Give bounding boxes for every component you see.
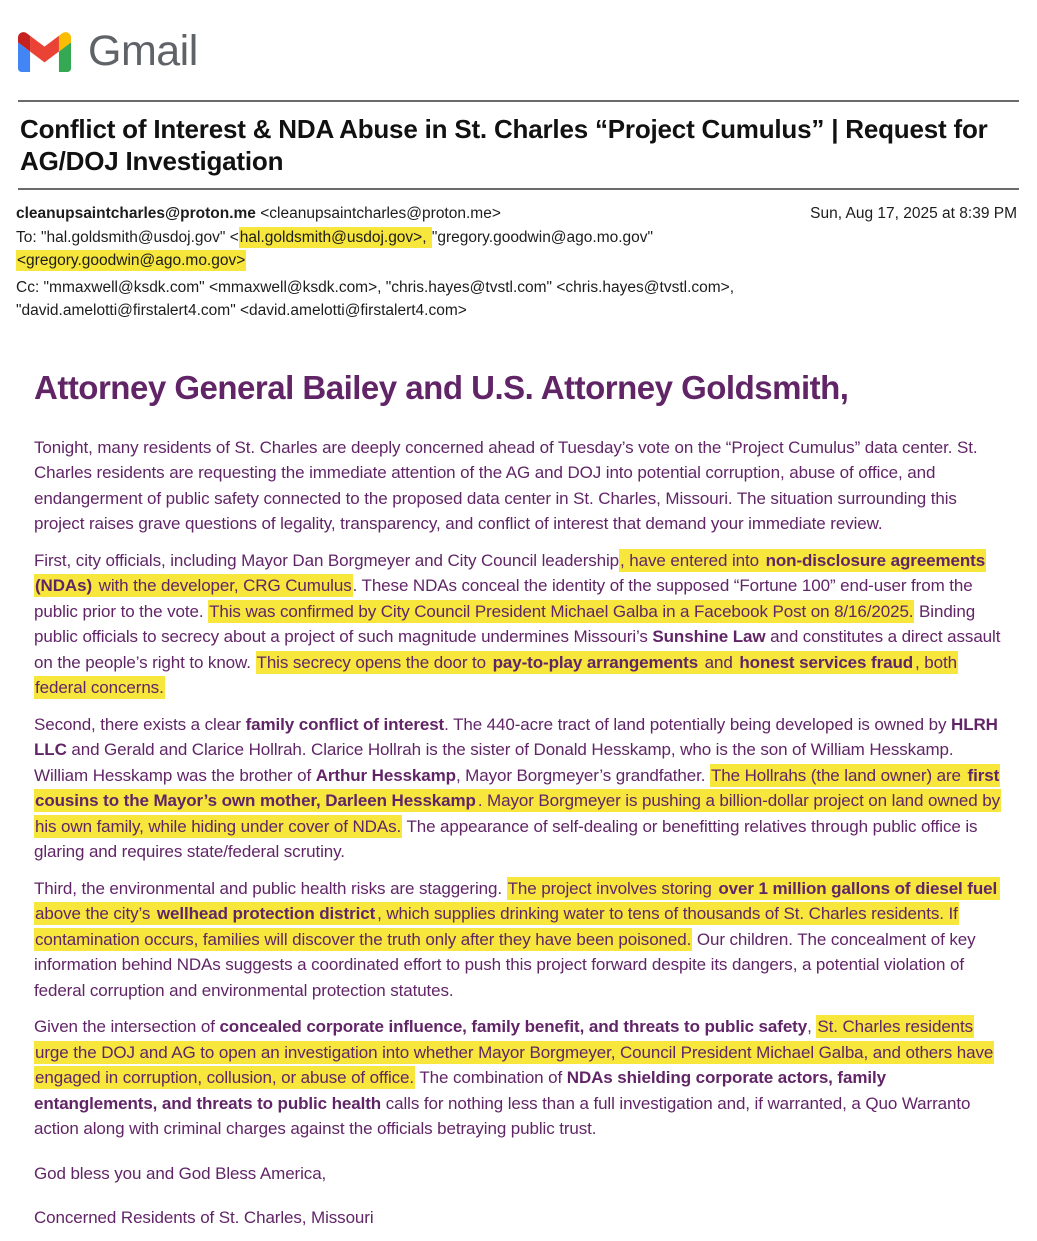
email-body-paragraph-4: Third, the environmental and public health risks are staggering. The project involves storing over 1 million gallons of diesel fuel above the city’s wellhead protection district , which supplies drinking water to tens of thousands of St. Charles residents. If contamination occurs, families will discover the truth only after they have been poisoned. Our children. The concealment of key information behind NDAs suggests a coordinated effort to push this project forward despite its dangers, a potential violation of federal corruption and environmental protection statutes. [34,876,1001,1004]
email-body-paragraph-1: Tonight, many residents of St. Charles are deeply concerned ahead of Tuesday’s vote on the “Project Cumulus” data center. St. Charles residents are requesting the immediate attention of the AG and DOJ into potential corruption, abuse of office, and endangerment of public safety connected to the proposed data center in St. Charles, Missouri. The situation surrounding this project raises grave questions of legality, transparency, and conflict of interest that demand your immediate review. [34,437,978,533]
from-name: cleanupsaintcharles@proton.me [16,205,256,222]
cc-line-continued: "david.amelotti@firstalert4.com" <david.amelotti@firstalert4.com> [16,302,467,319]
email-subject: Conflict of Interest & NDA Abuse in St. Charles “Project Cumulus” | Request for AG/DOJ Investigation [20,114,988,176]
email-meta-block [16,202,1021,323]
email-body-paragraph-2: First, city officials, including Mayor Dan Borgmeyer and City Council leadership, have entered into non-disclosure agreements (NDAs) with the developer, CRG Cumulus. These NDAs conceal the identity of the supposed “Fortune 100” end-user from the public prior to the vote. This was confirmed by City Council President Michael Galba in a Facebook Post on 8/16/2025. Binding public officials to secrecy about a project of such magnitude undermines Missouri’s Sunshine Law and constitutes a direct assault on the people’s right to know. This secrecy opens the door to pay-to-play arrangements and honest services fraud , both federal concerns. [34,550,1001,697]
divider-top [18,100,1019,102]
gmail-logo-icon [18,32,71,72]
email-body-paragraph-3: Second, there exists a clear family conflict of interest. The 440-acre tract of land potentially being developed is owned by HLRH LLC and Gerald and Clarice Hollrah. Clarice Hollrah is the sister of Donald Hesskamp, who is the son of William Hesskamp. William Hesskamp was the brother of Arthur Hesskamp, Mayor Borgmeyer’s grandfather. The Hollrahs (the land owner) are first cousins to the Mayor’s own mother, Darleen Hesskamp . Mayor Borgmeyer is pushing a billion-dollar project on land owned by his own family, while hiding under cover of NDAs. The appearance of self-dealing or benefitting relatives through public office is glaring and requires state/federal scrutiny. [34,714,1000,861]
from-row [16,202,1021,226]
to-line: To: "hal.goldsmith@usdoj.gov" <hal.goldsmith@usdoj.gov>, "gregory.goodwin@ago.mo.gov" [16,228,654,246]
email-date: Sun, Aug 17, 2025 at 8:39 PM [810,205,1017,222]
gmail-logo-text: Gmail [88,27,198,75]
salutation: Attorney General Bailey and U.S. Attorney Goldsmith, [34,368,849,406]
gmail-header [18,27,1021,75]
from-line [16,202,501,226]
closing-line: God bless you and God Bless America, [34,1163,327,1183]
signature-line: Concerned Residents of St. Charles, Missouri [34,1208,374,1227]
email-body-paragraph-5: Given the intersection of concealed corporate influence, family benefit, and threats to public safety, St. Charles residents urge the DOJ and AG to open an investigation into whether Mayor Borgmeyer, Council President Michael Galba, and others have engaged in corruption, collusion, or abuse of office. The combination of NDAs shielding corporate actors, family entanglements, and threats to public health calls for nothing less than a full investigation and, if warranted, a Quo Warranto action along with criminal charges against the officials betraying public trust. [34,1017,994,1138]
email-body [34,368,1001,1231]
to-line-continued: <gregory.goodwin@ago.mo.gov> [17,252,246,269]
from-address: <cleanupsaintcharles@proton.me> [255,205,501,222]
divider-bottom [18,188,1019,190]
cc-line: Cc: "mmaxwell@ksdk.com" <mmaxwell@ksdk.com>, "chris.hayes@tvstl.com" <chris.hayes@tvstl.com>, [16,278,735,296]
